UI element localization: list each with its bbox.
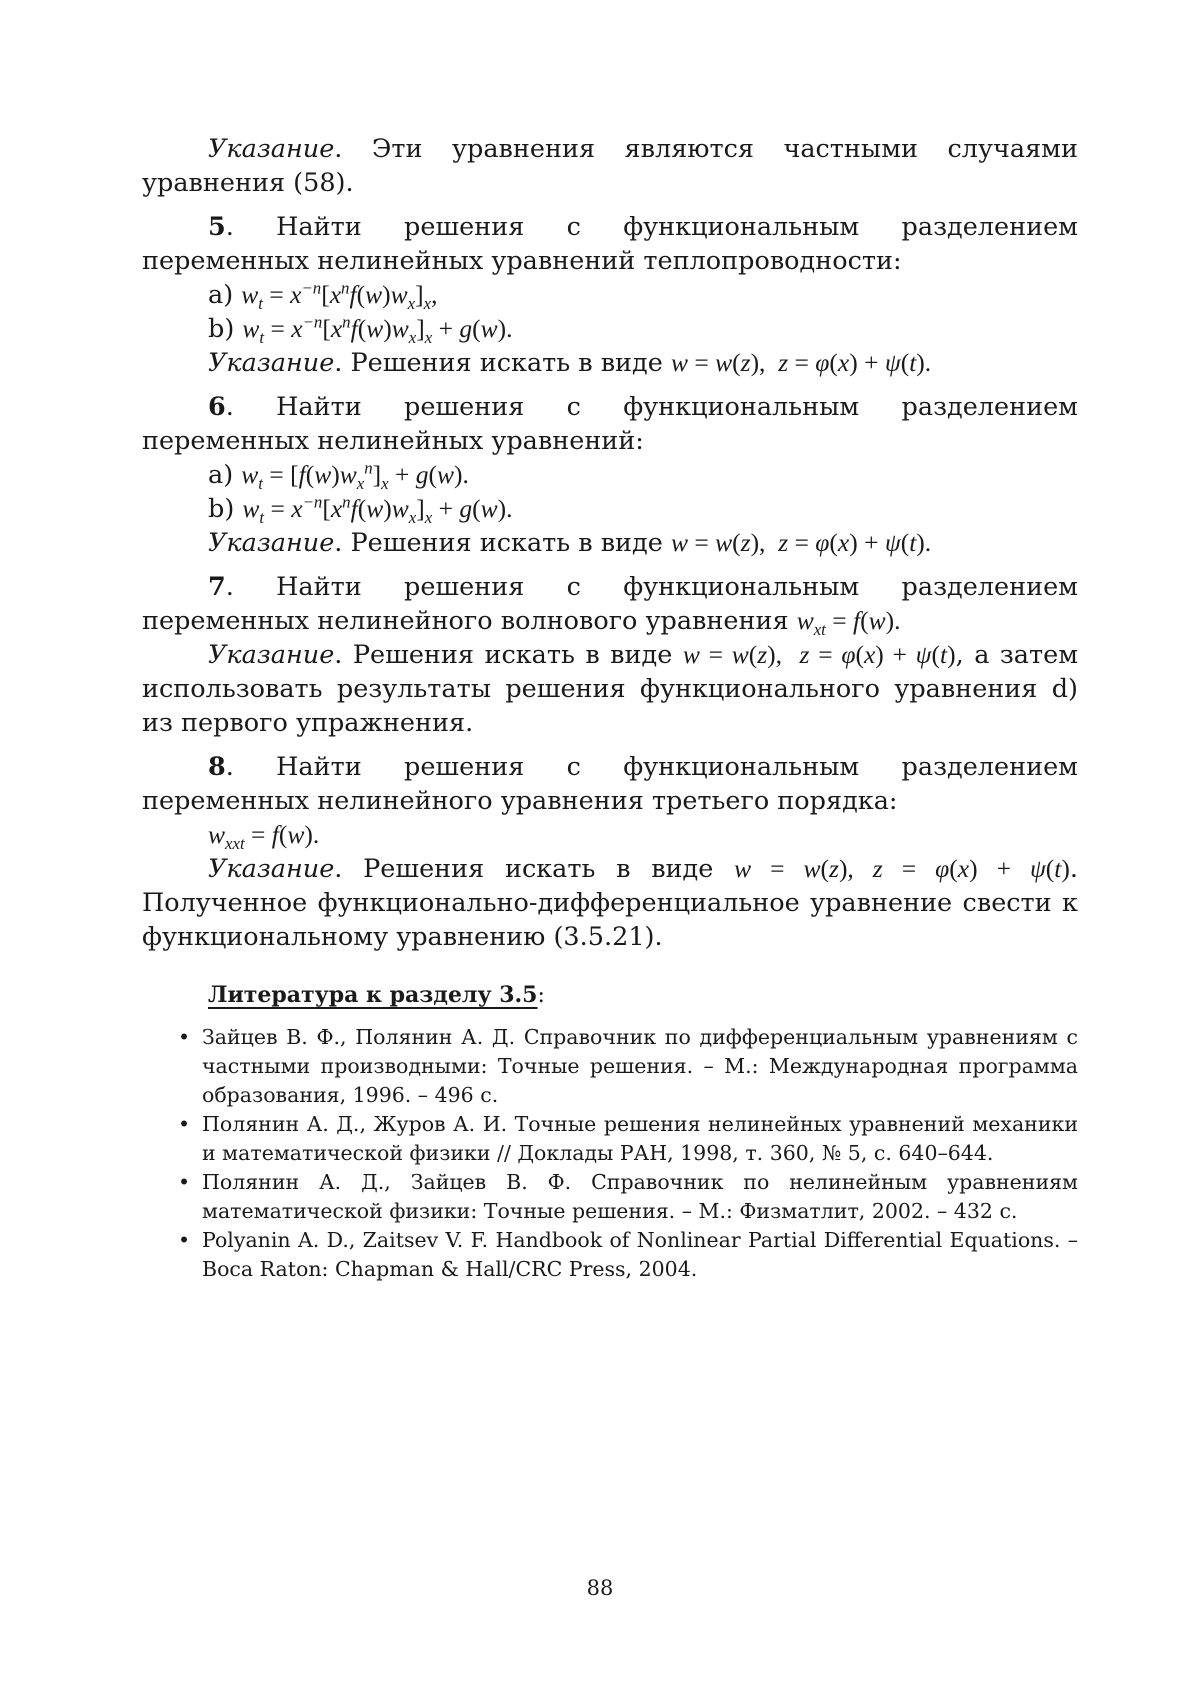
hint-label: Указание (208, 348, 335, 378)
exercise-6-equation-a (142, 458, 1078, 492)
equation: $w_t = x^{-n}[x^nf(w)w_x]_x + g(w)$. (242, 312, 513, 348)
bullet-icon: • (178, 1112, 191, 1136)
equation: $w_{xxt} = f(w)$. (208, 820, 320, 854)
item-label: b) (208, 314, 235, 344)
exercise-text: . Найти решения с функциональным разделением переменных нелинейного волнового уравнения (142, 572, 1078, 636)
references-colon: : (537, 983, 545, 1008)
exercise-number: 5 (208, 212, 226, 242)
exercise-5-hint (142, 346, 1078, 380)
exercise-number: 8 (208, 752, 226, 782)
exercise-text: . Найти решения с функциональным разделением переменных нелинейных уравнений теплопроводности: (142, 212, 1078, 276)
bullet-icon: • (178, 1170, 191, 1194)
equation: w = w(z), z = φ(x) + ψ(t). (670, 348, 932, 377)
reference-item (178, 1226, 1078, 1284)
equation: $w_t = x^{-n}[x^nf(w)w_x]_x$, (241, 278, 438, 314)
hint-label: Указание (208, 854, 335, 884)
bullet-icon: • (178, 1228, 191, 1252)
equation: $w_t = x^{-n}[x^nf(w)w_x]_x + g(w)$. (242, 492, 513, 528)
exercise-text: . Найти решения с функциональным разделением переменных нелинейного уравнения третьего порядка: (142, 752, 1078, 816)
exercise-text: . Найти решения с функциональным разделением переменных нелинейных уравнений: (142, 392, 1078, 456)
bullet-icon: • (178, 1025, 191, 1049)
exercise-number: 7 (208, 572, 226, 602)
exercise-5 (142, 210, 1078, 278)
exercise-6-hint (142, 526, 1078, 560)
equation: $w_t = [f(w)w_x^n]_x + g(w)$. (241, 458, 469, 494)
hint-tail: . Полученное функционально-дифференциальное уравнение свести к функциональному уравнению (3.5.21). (142, 854, 1078, 952)
hint-text: . Эти уравнения являются частными случаями уравнения (58). (142, 134, 1078, 198)
exercise-8-equation (142, 818, 1078, 852)
page-number: 88 (586, 1576, 614, 1600)
exercise-8-hint (142, 852, 1078, 954)
reference-text: Polyanin A. D., Zaitsev V. F. Handbook of Nonlinear Partial Differential Equations. – Boca Raton: Chapman & Hall/CRC Press, 2004. (202, 1228, 1078, 1281)
item-label: a) (208, 460, 234, 490)
hint-label: Указание (208, 640, 335, 670)
hint-label: Указание (208, 528, 335, 558)
equation: w = w(z), z = φ(x) + ψ(t) (682, 640, 956, 669)
exercise-6 (142, 390, 1078, 458)
item-label: a) (208, 280, 234, 310)
exercise-7-hint (142, 638, 1078, 740)
equation: w = w(z), z = φ(x) + ψ(t). (670, 528, 932, 557)
hint-text: . Решения искать в виде (334, 528, 663, 558)
equation: w = w(z), z = φ(x) + ψ(t) (734, 854, 1070, 883)
hint-text: . Решения искать в виде (334, 854, 714, 884)
hint-tail: , а затем использовать результаты решения функционального уравнения d) из первого упражнения. (142, 640, 1079, 738)
reference-text: Полянин А. Д., Журов А. И. Точные решения нелинейных уравнений механики и математической физики // Доклады РАН, 1998, т. 360, № 5, с. 640–644. (202, 1112, 1078, 1165)
paragraph-hint-58 (142, 132, 1078, 200)
exercise-7 (142, 570, 1078, 638)
exercise-number: 6 (208, 392, 226, 422)
hint-text: . Решения искать в виде (334, 640, 673, 670)
equation: $w_{xt} = f(w)$. (796, 606, 901, 640)
page-content (142, 132, 1078, 1284)
exercise-5-equation-b (142, 312, 1078, 346)
exercise-8 (142, 750, 1078, 818)
reference-item (178, 1110, 1078, 1168)
exercise-6-equation-b (142, 492, 1078, 526)
reference-item (178, 1168, 1078, 1226)
references-heading: Литература к разделу 3.5 (208, 982, 538, 1008)
reference-text: Зайцев В. Ф., Полянин А. Д. Справочник по дифференциальным уравнениям с частными производными: Точные решения. – М.: Международная программа образования, 1996. – 496 с. (202, 1025, 1078, 1107)
item-label: b) (208, 494, 235, 524)
references-title (208, 980, 1078, 1011)
hint-text: . Решения искать в виде (334, 348, 663, 378)
references-list (178, 1023, 1078, 1284)
reference-text: Полянин А. Д., Зайцев В. Ф. Справочник по нелинейным уравнениям математической физики: Точные решения. – М.: Физматлит, 2002. – 432 с. (202, 1170, 1078, 1223)
exercise-5-equation-a (142, 278, 1078, 312)
reference-item (178, 1023, 1078, 1110)
hint-label: Указание (208, 134, 335, 164)
